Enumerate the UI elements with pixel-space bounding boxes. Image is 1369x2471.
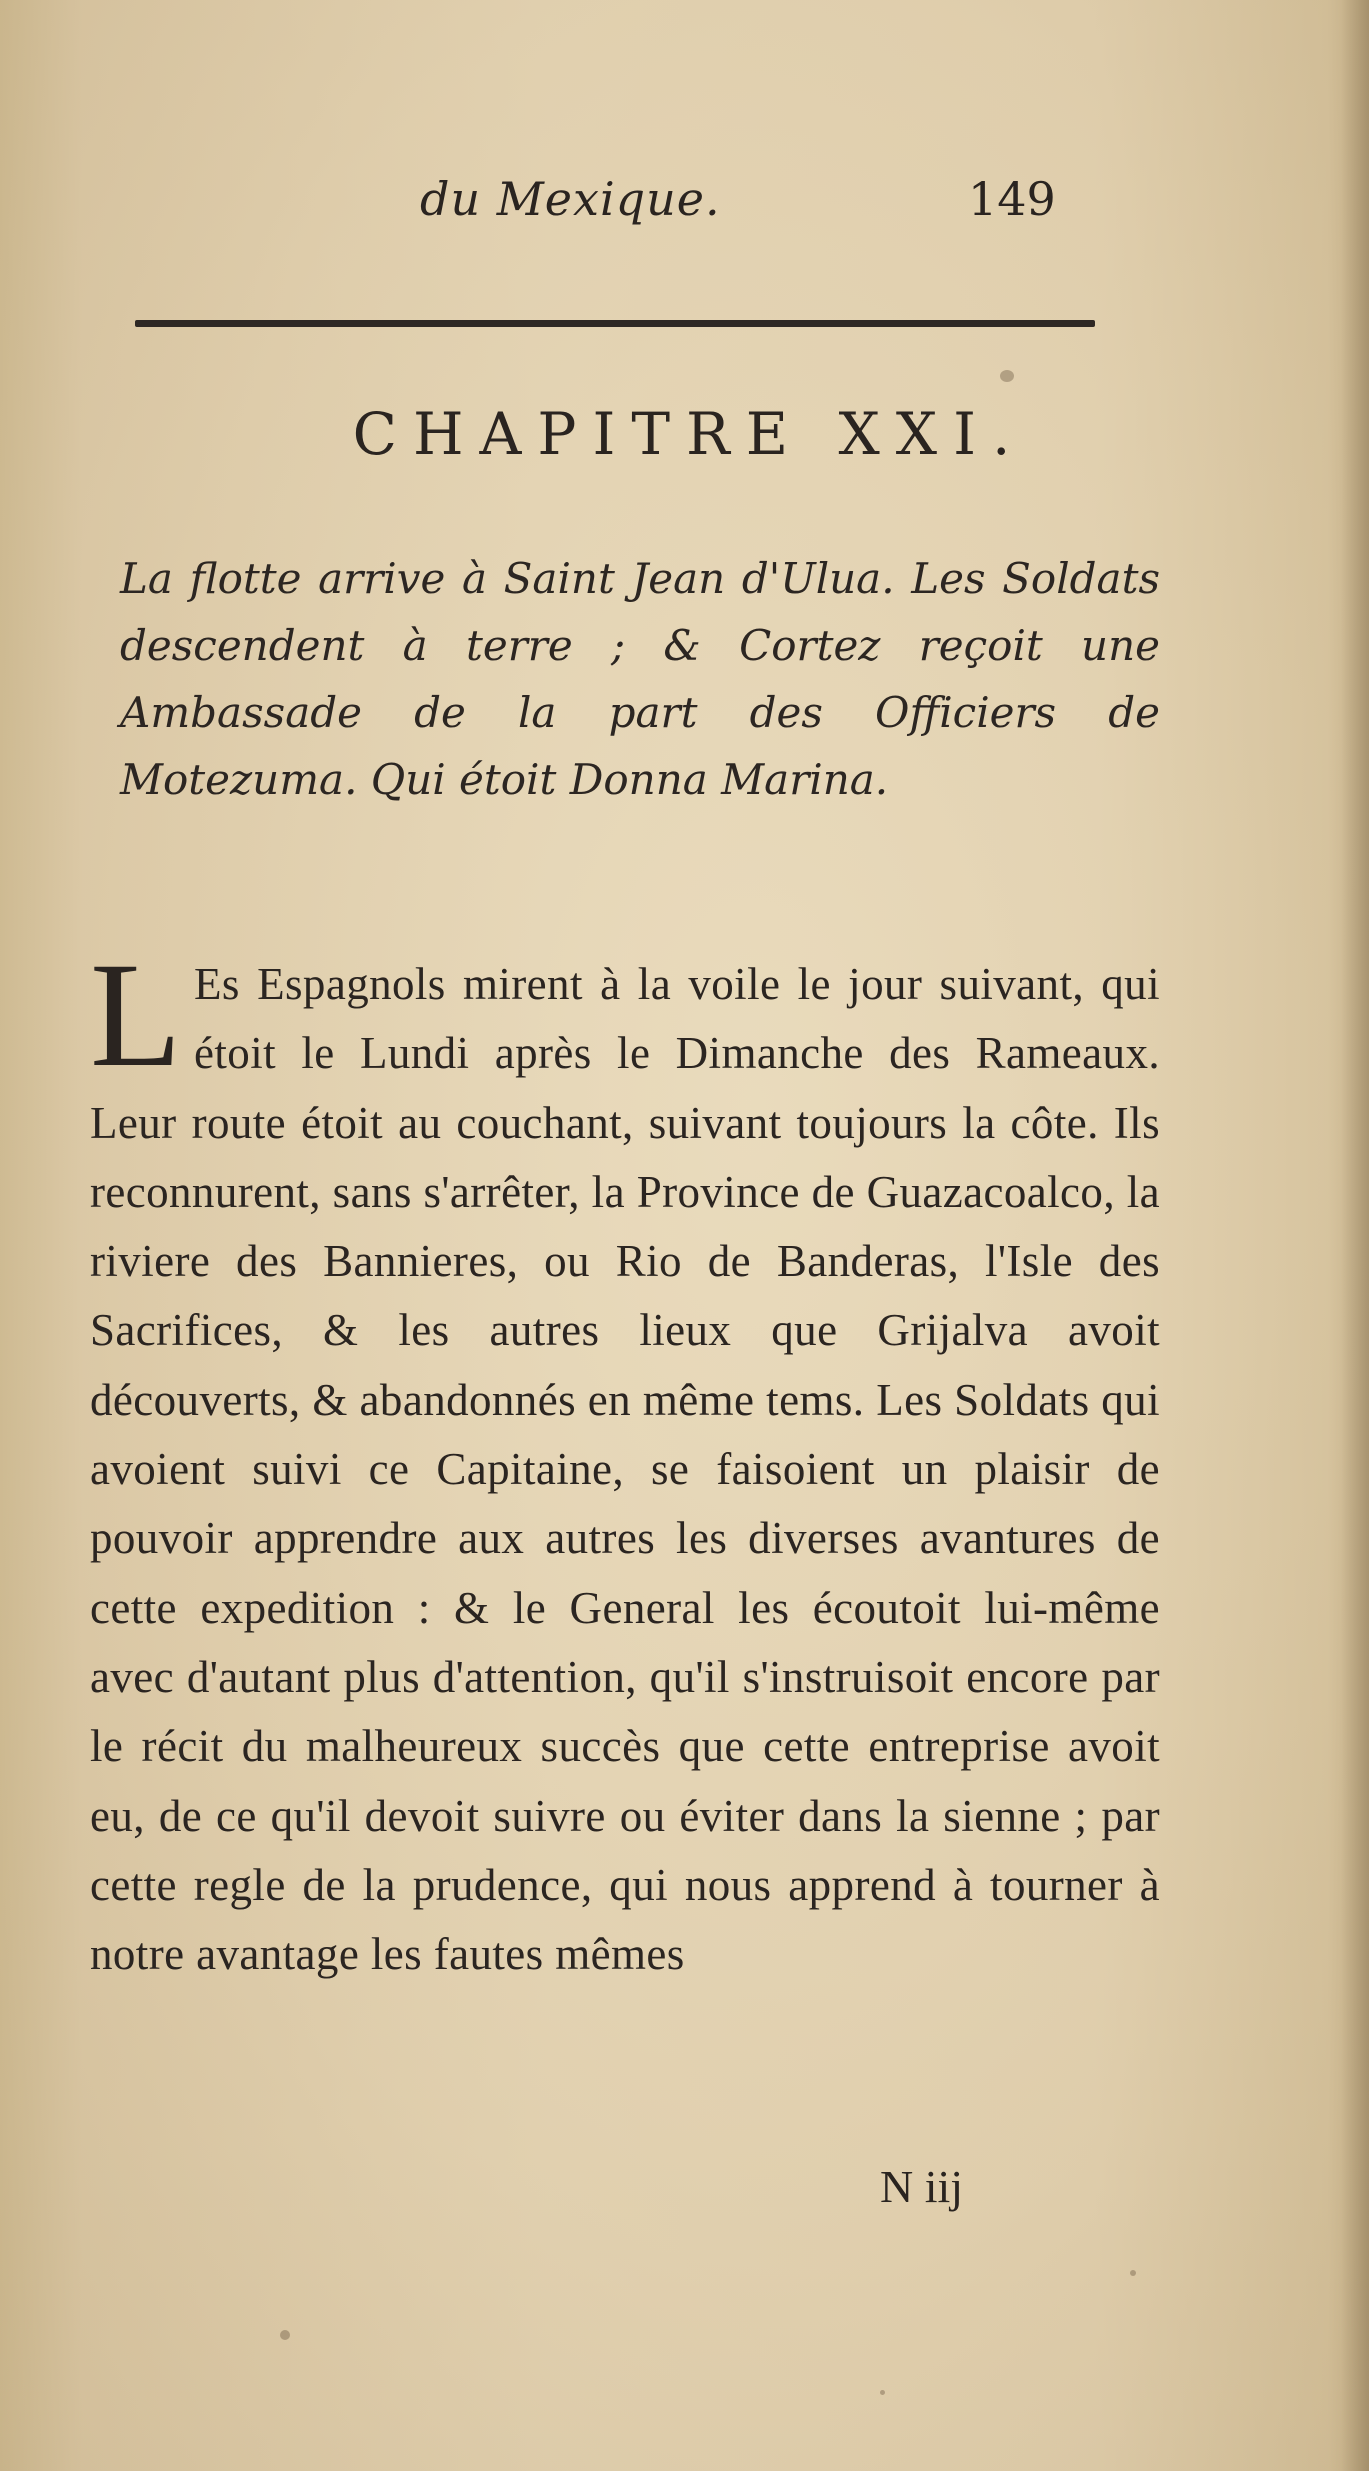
- body-text: Es Espagnols mirent à la voile le jour suivant, qui étoit le Lundi après le Dimanche des Rameaux. Leur route étoit au couchant, suivant toujours la côte. Ils reconnurent, sans s'arrêter, la Province de Guazacoalco, la riviere des Bannieres, ou Rio de Banderas, l'Isle des Sacrifices, & les autres lieux que Grijalva avoit découverts, & abandonnés en même tems. Les Soldats qui avoient suivi ce Capitaine, se faisoient un plaisir de pouvoir apprendre aux autres les diverses avantures de cette expedition : & le General les écoutoit lui-même avec d'autant plus d'attention, qu'il s'instruisoit encore par le récit du malheureux succès que cette entreprise avoit eu, de ce qu'il devoit suivre ou éviter dans la sienne ; par cette regle de la prudence, qui nous apprend à tourner à notre avantage les fautes mêmes: [90, 959, 1160, 1980]
- page-number: 149: [968, 172, 1056, 226]
- paper-speck: [1000, 370, 1014, 382]
- chapter-title: CHAPITRE XXI.: [352, 400, 1027, 468]
- body-paragraph: [90, 932, 1160, 1989]
- paper-speck: [880, 2390, 885, 2395]
- page-header: [0, 150, 1369, 240]
- chapter-summary: La flotte arrive à Saint Jean d'Ulua. Les Soldats descendent à terre ; & Cortez reçoit une Ambassade de la part des Officiers de Motezuma. Qui étoit Donna Marina.: [120, 554, 1160, 804]
- paper-speck: [1130, 2270, 1136, 2276]
- paper-speck: [280, 2330, 290, 2340]
- header-rule: [135, 320, 1095, 327]
- signature-mark: N iij: [880, 2161, 964, 2212]
- drop-cap: L: [90, 932, 183, 1098]
- page-edge-shadow: [1341, 0, 1369, 2471]
- running-head: du Mexique.: [420, 172, 721, 226]
